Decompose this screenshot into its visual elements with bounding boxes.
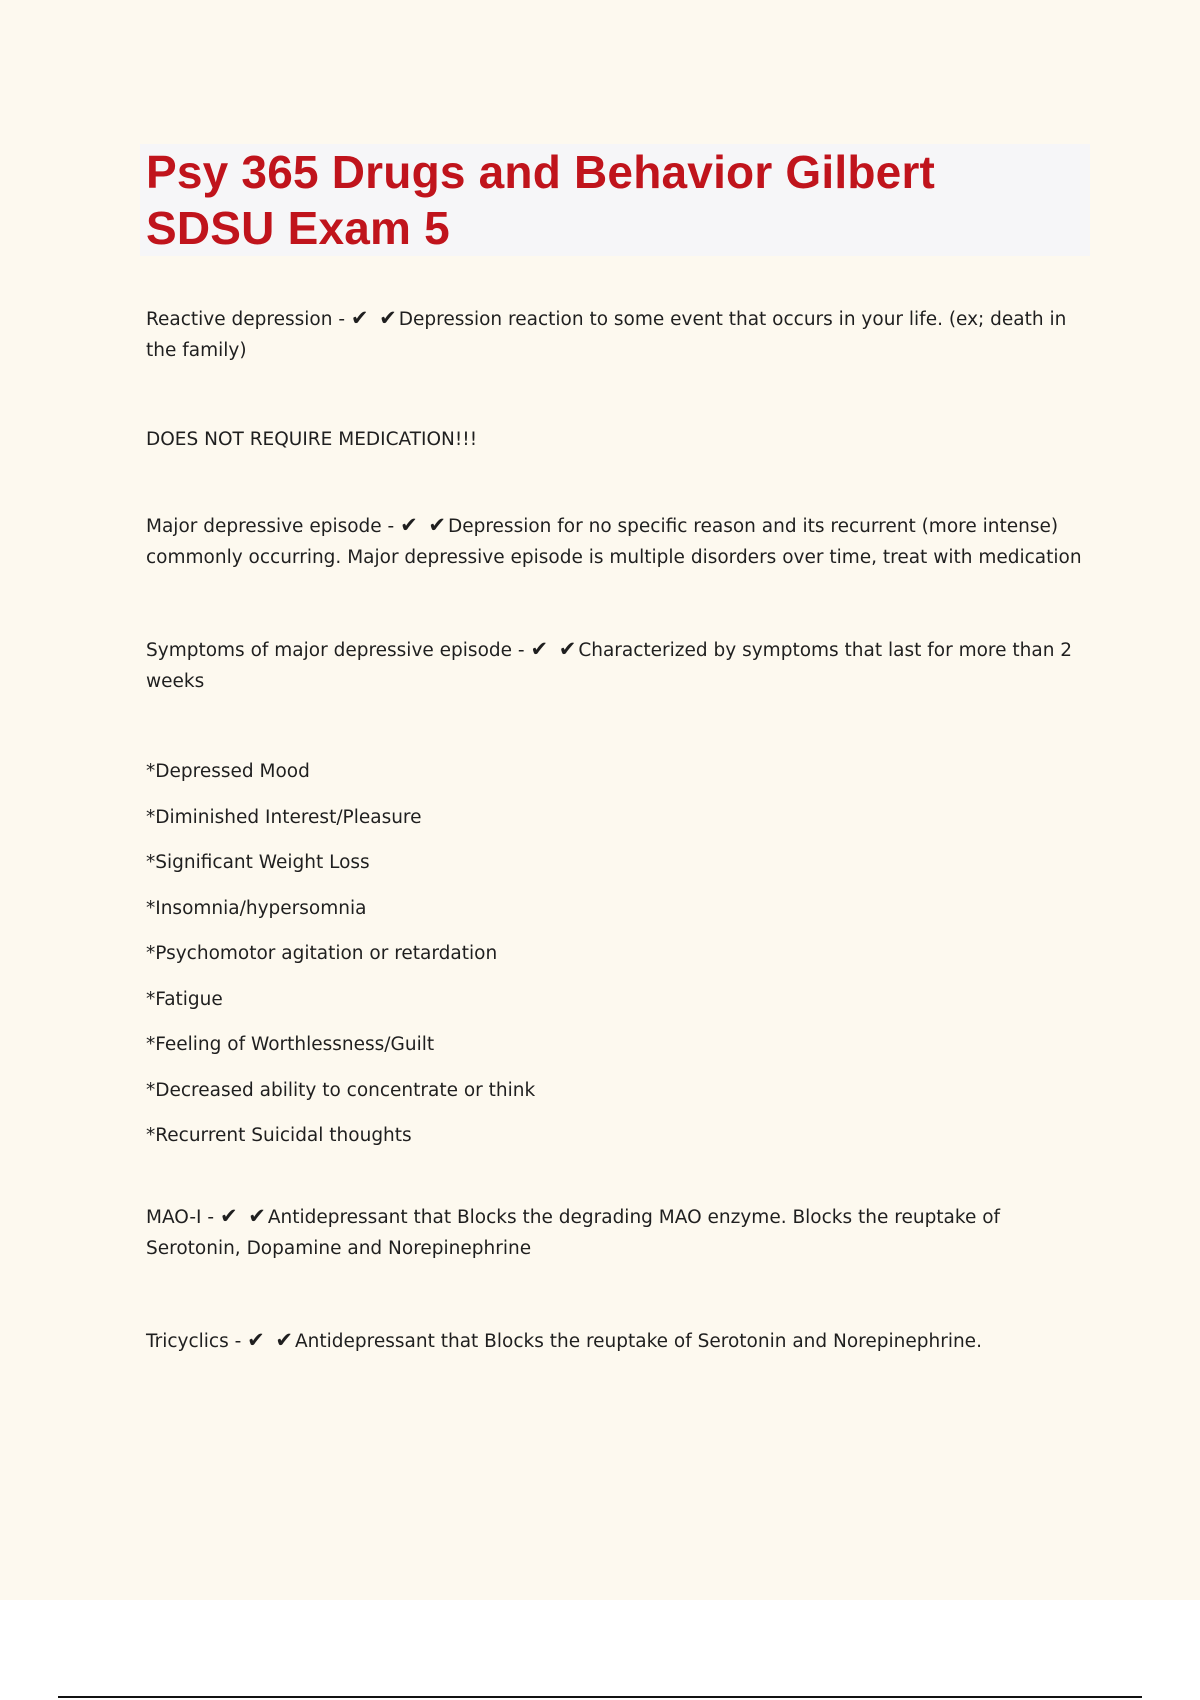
entry-reactive-depression <box>146 303 1096 366</box>
double-check-icon: ✔ ✔ <box>247 1327 296 1352</box>
medication-note: DOES NOT REQUIRE MEDICATION!!! <box>146 429 478 450</box>
double-check-icon: ✔ ✔ <box>350 306 399 330</box>
entry-term: Major depressive episode <box>146 516 382 537</box>
entry-separator: - <box>512 640 531 661</box>
symptom-item: *Significant Weight Loss <box>146 852 370 873</box>
symptom-item: *Feeling of Worthlessness/Guilt <box>146 1034 435 1055</box>
symptom-item: *Fatigue <box>146 988 223 1010</box>
symptom-item: *Decreased ability to concentrate or think <box>146 1079 536 1101</box>
symptom-item: *Insomnia/hypersomnia <box>146 897 367 919</box>
title-block <box>140 144 1090 256</box>
double-check-icon: ✔ ✔ <box>400 513 448 537</box>
entry-separator: - <box>381 516 401 537</box>
entry-term: Reactive depression <box>146 309 333 330</box>
symptom-item: *Recurrent Suicidal thoughts <box>146 1125 412 1146</box>
entry-term: Symptoms of major depressive episode <box>146 640 513 661</box>
entry-separator: - <box>201 1206 220 1228</box>
entry-symptoms-major-depressive-episode <box>146 634 1096 697</box>
footer-divider <box>58 1696 1142 1698</box>
entry-separator: - <box>228 1330 248 1352</box>
title-line-1: Psy 365 Drugs and Behavior Gilbert <box>146 146 936 198</box>
document-title <box>140 144 1090 256</box>
double-check-icon: ✔ ✔ <box>530 637 579 661</box>
symptom-item: *Depressed Mood <box>146 761 310 782</box>
double-check-icon: ✔ ✔ <box>219 1203 268 1228</box>
entry-term: Tricyclics <box>146 1330 229 1352</box>
symptom-list <box>146 756 1096 1166</box>
title-line-2: SDSU Exam 5 <box>146 202 450 254</box>
entry-separator: - <box>332 309 351 330</box>
entry-tricyclics <box>146 1325 1096 1357</box>
entry-term: MAO-I <box>146 1206 202 1228</box>
entry-definition: Depression reaction to some event that occurs in your life. (ex; death in the family) <box>146 309 1067 361</box>
symptom-item: *Diminished Interest/Pleasure <box>146 806 422 828</box>
document-body <box>146 303 1096 1357</box>
entry-major-depressive-episode <box>146 510 1096 573</box>
entry-definition: Characterized by symptoms that last for more than 2 weeks <box>146 640 1073 692</box>
entry-mao-i <box>146 1201 1096 1264</box>
entry-definition: Depression for no specific reason and its recurrent (more intense) commonly occurring. Major depressive episode is multiple disorders over time, treat with medication <box>146 516 1082 568</box>
entry-definition: Antidepressant that Blocks the degrading MAO enzyme. Blocks the reuptake of Serotonin, Dopamine and Norepinephrine <box>146 1206 1001 1259</box>
entry-definition: Antidepressant that Blocks the reuptake of Serotonin and Norepinephrine. <box>295 1330 982 1352</box>
symptom-item: *Psychomotor agitation or retardation <box>146 943 498 964</box>
